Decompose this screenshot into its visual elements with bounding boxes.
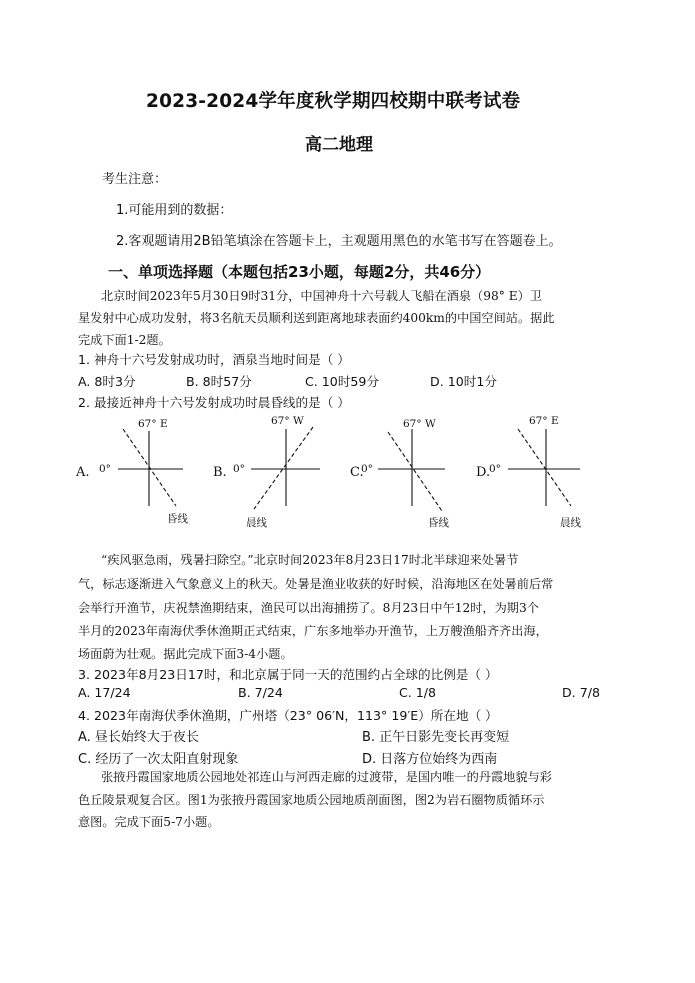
diagram-b-line-label: 晨线 — [246, 517, 267, 529]
passage-2-line-1: “疾风驱急雨，残暑扫除空。”北京时间2023年8月23日17时北半球迎来处暑节 — [101, 553, 519, 567]
diagram-a-line-label: 昏线 — [167, 513, 188, 525]
diagram-b-equator-label: 0° — [233, 463, 245, 475]
question-3-option-d: D. 7/8 — [562, 685, 600, 700]
notice-heading: 考生注意： — [102, 172, 168, 187]
question-1-option-d: D. 10时1分 — [430, 374, 497, 389]
diagram-c — [350, 418, 449, 529]
passage-2-line-3: 会举行开渔节，庆祝禁渔期结束，渔民可以出海捕捞了。8月23日中午12时，为期3个 — [78, 601, 539, 615]
notice-item-1: 1.可能用到的数据： — [116, 203, 233, 218]
diagram-c-meridian-label: 67° W — [403, 418, 436, 430]
question-1-stem: 1. 神舟十六号发射成功时，酒泉当地时间是（ ） — [78, 352, 350, 367]
terminator-diagrams — [70, 410, 610, 535]
diagram-b-letter: B. — [213, 465, 227, 480]
passage-3-line-3: 意图。完成下面5-7小题。 — [78, 815, 220, 829]
question-1-option-b: B. 8时57分 — [186, 374, 252, 389]
question-4-option-b: B. 正午日影先变长再变短 — [362, 730, 510, 745]
diagram-d-equator-label: 0° — [489, 463, 501, 475]
notice-item-2: 2.客观题请用2B铅笔填涂在答题卡上，主观题用黑色的水笔书写在答题卷上。 — [116, 234, 562, 249]
diagram-d — [476, 415, 581, 529]
diagram-a-letter: A. — [76, 465, 90, 480]
page-title: 2023-2024学年度秋学期四校期中联考试卷 — [146, 91, 521, 112]
question-4-option-c: C. 经历了一次太阳直射现象 — [78, 752, 239, 767]
question-4-option-a: A. 昼长始终大于夜长 — [78, 730, 199, 745]
subject-title: 高二地理 — [305, 135, 373, 155]
question-3-stem: 3. 2023年8月23日17时，和北京属于同一天的范围约占全球的比例是（ ） — [78, 667, 498, 682]
passage-1-line-3: 完成下面1-2题。 — [78, 333, 171, 347]
passage-1-line-2: 星发射中心成功发射，将3名航天员顺利送到距离地球表面约400km的中国空间站。据此 — [78, 311, 555, 325]
passage-1-line-1: 北京时间2023年5月30日9时31分，中国神舟十六号载人飞船在酒泉（98° E）卫 — [101, 289, 542, 303]
diagram-a-meridian-label: 67° E — [138, 418, 168, 430]
diagram-b — [213, 415, 320, 529]
diagram-a — [75, 418, 188, 525]
diagram-d-line-label: 晨线 — [560, 517, 581, 529]
question-4-option-d: D. 日落方位始终为西南 — [362, 752, 498, 767]
section-title: 一、单项选择题（本题包括23小题，每题2分，共46分） — [108, 263, 491, 281]
question-1-option-c: C. 10时59分 — [305, 374, 380, 389]
diagram-c-equator-label: 0° — [361, 463, 373, 475]
diagram-a-equator-label: 0° — [99, 463, 111, 475]
question-3-option-b: B. 7/24 — [238, 685, 283, 700]
question-3-option-a: A. 17/24 — [78, 685, 131, 700]
diagram-d-letter: D. — [476, 465, 491, 480]
diagram-b-meridian-label: 67° W — [271, 415, 304, 427]
question-3-option-c: C. 1/8 — [399, 685, 437, 700]
passage-2-line-2: 气，标志逐渐进入气象意义上的秋天。处暑是渔业收获的好时候，沿海地区在处暑前后常 — [78, 577, 554, 591]
question-2-stem: 2. 最接近神舟十六号发射成功时晨昏线的是（ ） — [78, 395, 350, 410]
passage-2-line-5: 场面蔚为壮观。据此完成下面3-4小题。 — [78, 647, 293, 661]
diagram-c-line-label: 昏线 — [428, 517, 449, 529]
diagram-c-letter: C. — [350, 465, 364, 480]
question-1-option-a: A. 8时3分 — [78, 374, 136, 389]
passage-3-line-1: 张掖丹霞国家地质公园地处祁连山与河西走廊的过渡带，是国内唯一的丹霞地貌与彩 — [101, 770, 552, 784]
question-4-stem: 4. 2023年南海伏季休渔期，广州塔（23° 06′N，113° 19′E）所在地（ ） — [78, 708, 498, 723]
passage-3-line-2: 色丘陵景观复合区。图1为张掖丹霞国家地质公园地质剖面图，图2为岩石圈物质循环示 — [78, 793, 545, 807]
diagram-d-meridian-label: 67° E — [529, 415, 559, 427]
passage-2-line-4: 半月的2023年南海伏季休渔期正式结束，广东多地举办开渔节，上万艘渔船齐齐出海， — [78, 624, 548, 638]
